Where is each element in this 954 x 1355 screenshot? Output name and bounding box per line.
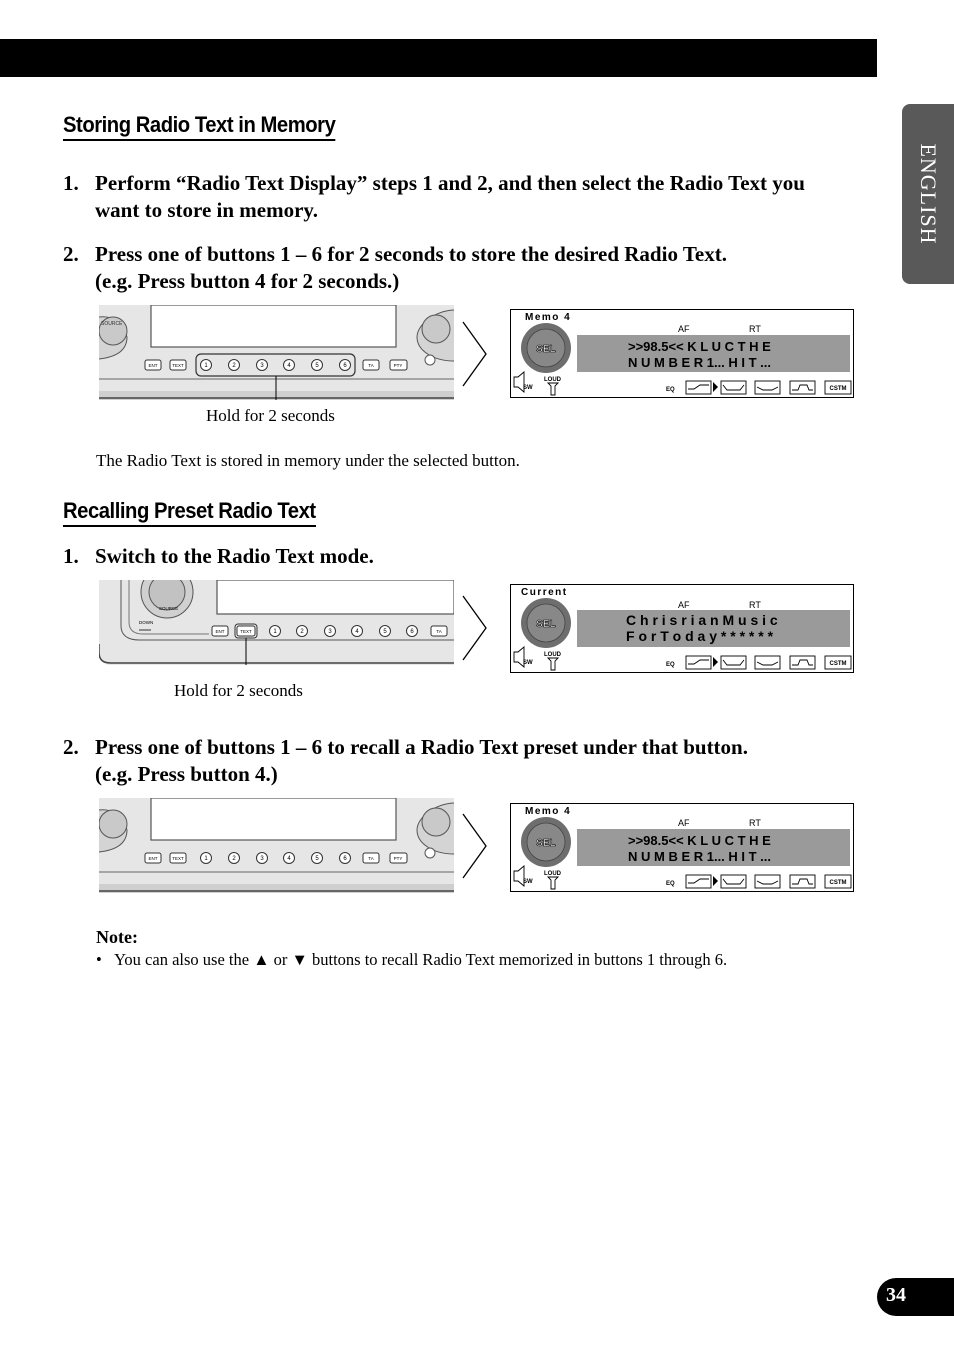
svg-text:ENT: ENT <box>148 856 158 861</box>
head-unit-illustration-2 <box>99 580 454 665</box>
lcd-mode: Memo 4 <box>525 312 572 323</box>
lcd-mode: Current <box>521 587 568 598</box>
step-text-line1: Press one of buttons 1 – 6 to recall a Radio Text preset under that button. <box>95 735 748 759</box>
up-triangle-icon: ▲ <box>253 950 270 969</box>
arrow-right-icon <box>462 595 488 661</box>
lcd-line2: N U M B E R 1... H I T ... <box>628 355 772 370</box>
note-text-part2: buttons to recall Radio Text memorized in buttons 1 through 6. <box>312 950 728 969</box>
note-item <box>96 950 727 970</box>
eq-curve-icons <box>686 875 851 888</box>
section-heading-recalling: Recalling Preset Radio Text <box>63 498 316 527</box>
svg-text:3: 3 <box>260 856 264 862</box>
svg-text:4: 4 <box>287 856 291 862</box>
step-number: 1. <box>63 171 79 195</box>
label-source: SOURCE <box>159 606 179 611</box>
head-unit-illustration-3 <box>99 798 454 893</box>
lcd-rt: RT <box>749 818 761 828</box>
storing-step-1 <box>63 170 853 224</box>
svg-text:3: 3 <box>260 363 264 369</box>
recalling-step-2 <box>63 734 853 788</box>
section-heading-storing: Storing Radio Text in Memory <box>63 112 335 141</box>
lcd-sel: SEL <box>536 619 556 630</box>
label-down: DOWN <box>139 620 154 625</box>
lcd-af: AF <box>678 818 690 828</box>
head-unit-illustration-1 <box>99 305 454 400</box>
step-text: Switch to the Radio Text mode. <box>95 544 374 568</box>
lcd-cstm: CSTM <box>829 661 847 667</box>
language-tab-label: ENGLISH <box>916 143 941 245</box>
recalling-step-1 <box>63 543 853 570</box>
step-text-line1: Press one of buttons 1 – 6 for 2 seconds to store the desired Radio Text. <box>95 242 727 266</box>
lcd-line2: F o r T o d a y * * * * * * <box>626 628 774 644</box>
note-text-part1: You can also use the <box>114 950 250 969</box>
lcd-sel: SEL <box>536 344 556 355</box>
step-number: 2. <box>63 242 79 266</box>
lcd-cstm: CSTM <box>829 386 847 392</box>
svg-text:TA: TA <box>436 629 442 634</box>
lcd-eq: EQ <box>666 387 675 393</box>
svg-text:PTY: PTY <box>393 856 403 861</box>
page-number: 34 <box>886 1284 906 1306</box>
eq-curve-icons <box>686 381 851 394</box>
note-text-or: or <box>273 950 288 969</box>
svg-text:4: 4 <box>287 363 291 369</box>
note-title: Note: <box>96 927 138 947</box>
lcd-line1: C h r i s r i a n M u s i c <box>626 612 778 628</box>
language-tab <box>902 104 954 284</box>
caption-hold-2-seconds-2: Hold for 2 seconds <box>174 681 303 700</box>
lcd-mode: Memo 4 <box>525 806 572 817</box>
lcd-line1: >>98.5<< K L U C T H E <box>628 833 771 848</box>
storing-description: The Radio Text is stored in memory under the selected button. <box>96 451 520 470</box>
lcd-rt: RT <box>749 600 761 610</box>
arrow-right-icon <box>462 813 488 879</box>
svg-text:5: 5 <box>315 856 319 862</box>
lcd-rt: RT <box>749 324 761 334</box>
step-text-line2: (e.g. Press button 4.) <box>95 762 278 786</box>
lcd-sw: SW <box>523 879 533 885</box>
lcd-cstm: CSTM <box>829 880 847 886</box>
lcd-sel: SEL <box>536 838 556 849</box>
page-number-tab <box>877 1278 954 1316</box>
lcd-af: AF <box>678 600 690 610</box>
eq-curve-icons <box>686 656 851 669</box>
svg-text:1: 1 <box>204 363 208 369</box>
svg-text:3: 3 <box>328 629 332 635</box>
down-triangle-icon: ▼ <box>291 950 308 969</box>
arrow-right-icon <box>462 321 488 387</box>
lcd-af: AF <box>678 324 690 334</box>
header-bar <box>0 39 877 77</box>
svg-text:TA: TA <box>368 856 374 861</box>
svg-text:TEXT: TEXT <box>240 629 252 634</box>
svg-text:1: 1 <box>273 629 277 635</box>
lcd-sw: SW <box>523 660 533 666</box>
lcd-loud: LOUD <box>544 377 561 383</box>
lcd-line1: >>98.5<< K L U C T H E <box>628 339 771 354</box>
step-number: 1. <box>63 544 79 568</box>
lcd-display-memo4-recalled <box>510 803 854 892</box>
svg-text:2: 2 <box>300 629 304 635</box>
lcd-display-current <box>510 584 854 673</box>
svg-text:4: 4 <box>355 629 359 635</box>
svg-text:5: 5 <box>383 629 387 635</box>
lcd-eq: EQ <box>666 662 675 668</box>
svg-text:TEXT: TEXT <box>172 363 184 368</box>
lcd-eq: EQ <box>666 881 675 887</box>
svg-text:2: 2 <box>232 363 236 369</box>
step-text: Perform “Radio Text Display” steps 1 and 2, and then select the Radio Text you want to store in memory. <box>95 171 805 222</box>
svg-text:2: 2 <box>232 856 236 862</box>
svg-text:ENT: ENT <box>215 629 225 634</box>
bullet: • <box>96 950 102 969</box>
step-text-line2: (e.g. Press button 4 for 2 seconds.) <box>95 269 400 293</box>
svg-text:6: 6 <box>410 629 414 635</box>
storing-step-2 <box>63 241 853 295</box>
lcd-loud: LOUD <box>544 871 561 877</box>
svg-text:TA: TA <box>368 363 374 368</box>
lcd-loud: LOUD <box>544 652 561 658</box>
svg-text:5: 5 <box>315 363 319 369</box>
svg-text:TEXT: TEXT <box>172 856 184 861</box>
svg-text:6: 6 <box>343 363 347 369</box>
label-source: SOURCE <box>101 321 123 327</box>
lcd-sw: SW <box>523 385 533 391</box>
svg-text:PTY: PTY <box>393 363 403 368</box>
svg-text:ENT: ENT <box>148 363 158 368</box>
lcd-line2: N U M B E R 1... H I T ... <box>628 849 772 864</box>
svg-text:6: 6 <box>343 856 347 862</box>
caption-hold-2-seconds-1: Hold for 2 seconds <box>206 406 335 425</box>
step-number: 2. <box>63 735 79 759</box>
svg-text:1: 1 <box>204 856 208 862</box>
lcd-display-memo4 <box>510 309 854 398</box>
